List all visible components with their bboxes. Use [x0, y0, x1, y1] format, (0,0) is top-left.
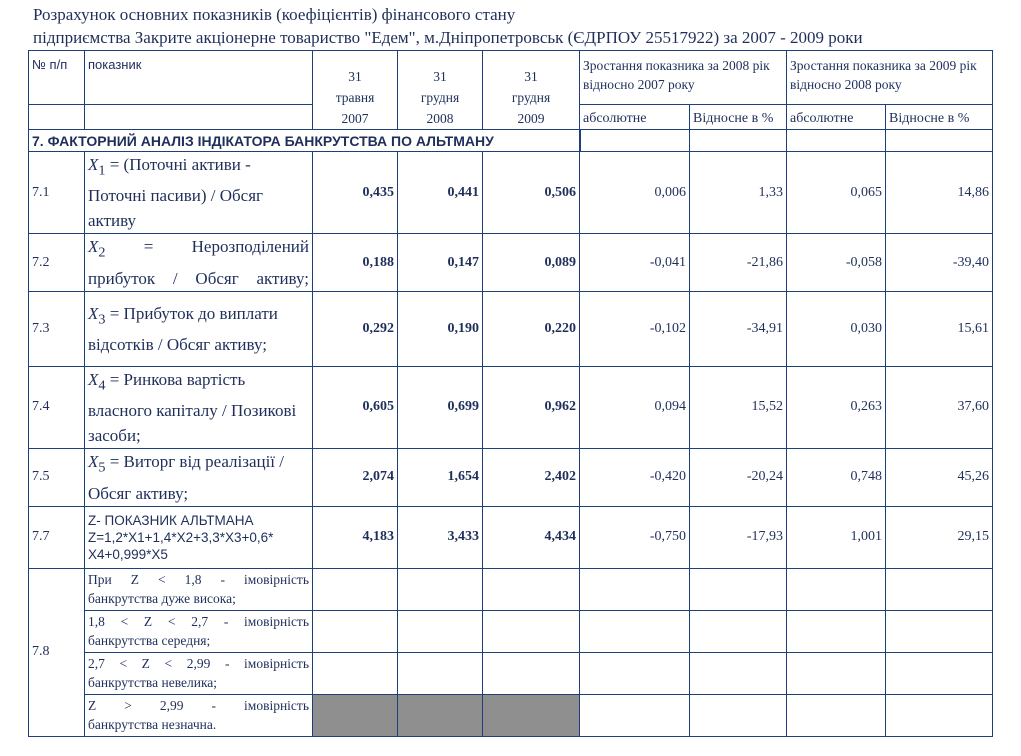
table-row-condition: 2,7 < Z < 2,99 - імовірність банкрутства невелика;: [29, 652, 993, 694]
report-title-line2: підприємства Закрите акціонерне товариство "Едем", м.Дніпропетровськ (ЄДРПОУ 25517922) за 2007 - 2009 роки: [33, 28, 863, 47]
table-row: 7.5 $X_5$ = Виторг від реалізації / Обсяг активу; 2,074 1,654 2,402 -0,420 -20,24 0,748 45,26: [29, 449, 993, 506]
table-row: 7.1 $X_1$ = (Поточні активи - Поточні пасиви) / Обсяг активу 0,435 0,441 0,506 0,006 1,33 0,065 14,86: [29, 152, 993, 234]
header-abs-2008: абсолютне: [580, 105, 690, 130]
header-date-3: 31 грудня 2009: [483, 51, 580, 130]
header-num: № п/п: [29, 51, 85, 105]
table-row: 7.3 $X_3$ = Прибуток до виплати відсотків / Обсяг активу; 0,292 0,190 0,220 -0,102 -34,91 0,030 15,61: [29, 291, 993, 366]
table-row-condition: 1,8 < Z < 2,7 - імовірність банкрутства середня;: [29, 610, 993, 652]
grey-cell: [483, 694, 580, 736]
header-rel-2008: Відносне в %: [690, 105, 787, 130]
table-row: 7.4 $X_4$ = Ринкова вартість власного капіталу / Позикові засоби; 0,605 0,699 0,962 0,094 15,52 0,263 37,60: [29, 366, 993, 448]
header-abs-2009: абсолютне: [787, 105, 886, 130]
section-title: 7. ФАКТОРНИЙ АНАЛІЗ ІНДІКАТОРА БАНКРУТСТВА ПО АЛЬТМАНУ: [29, 130, 580, 152]
header-indicator: показник: [85, 51, 313, 105]
header-date-1: 31 травня 2007: [313, 51, 398, 130]
table-row: 7.2 $X_2$ = Нерозподілений прибуток / Обсяг активу; 0,188 0,147 0,089 -0,041 -21,86 -0,058 -39,40: [29, 234, 993, 291]
grey-cell: [398, 694, 483, 736]
financial-table: [28, 50, 993, 737]
header-growth-2009: Зростання показника за 2009 рік відносно 2008 року: [787, 51, 993, 105]
header-growth-2008: Зростання показника за 2008 рік відносно 2007 року: [580, 51, 787, 105]
grey-cell: [313, 694, 398, 736]
header-date-2: 31 грудня 2008: [398, 51, 483, 130]
table-row-condition: Z > 2,99 - імовірність банкрутства незначна.: [29, 694, 993, 736]
report-title-line1: Розрахунок основних показників (коефіцієнтів) фінансового стану: [33, 5, 516, 24]
table-row-condition: 7.8 При Z < 1,8 - імовірність банкрутства дуже висока;: [29, 568, 993, 610]
table-row-altman: 7.7 Z- ПОКАЗНИК АЛЬТМАНА Z=1,2*X1+1,4*X2+3,3*X3+0,6* X4+0,999*X5 4,183 3,433 4,434 -0,750 -17,93 1,001 29,15: [29, 506, 993, 568]
header-rel-2009: Відносне в %: [886, 105, 993, 130]
